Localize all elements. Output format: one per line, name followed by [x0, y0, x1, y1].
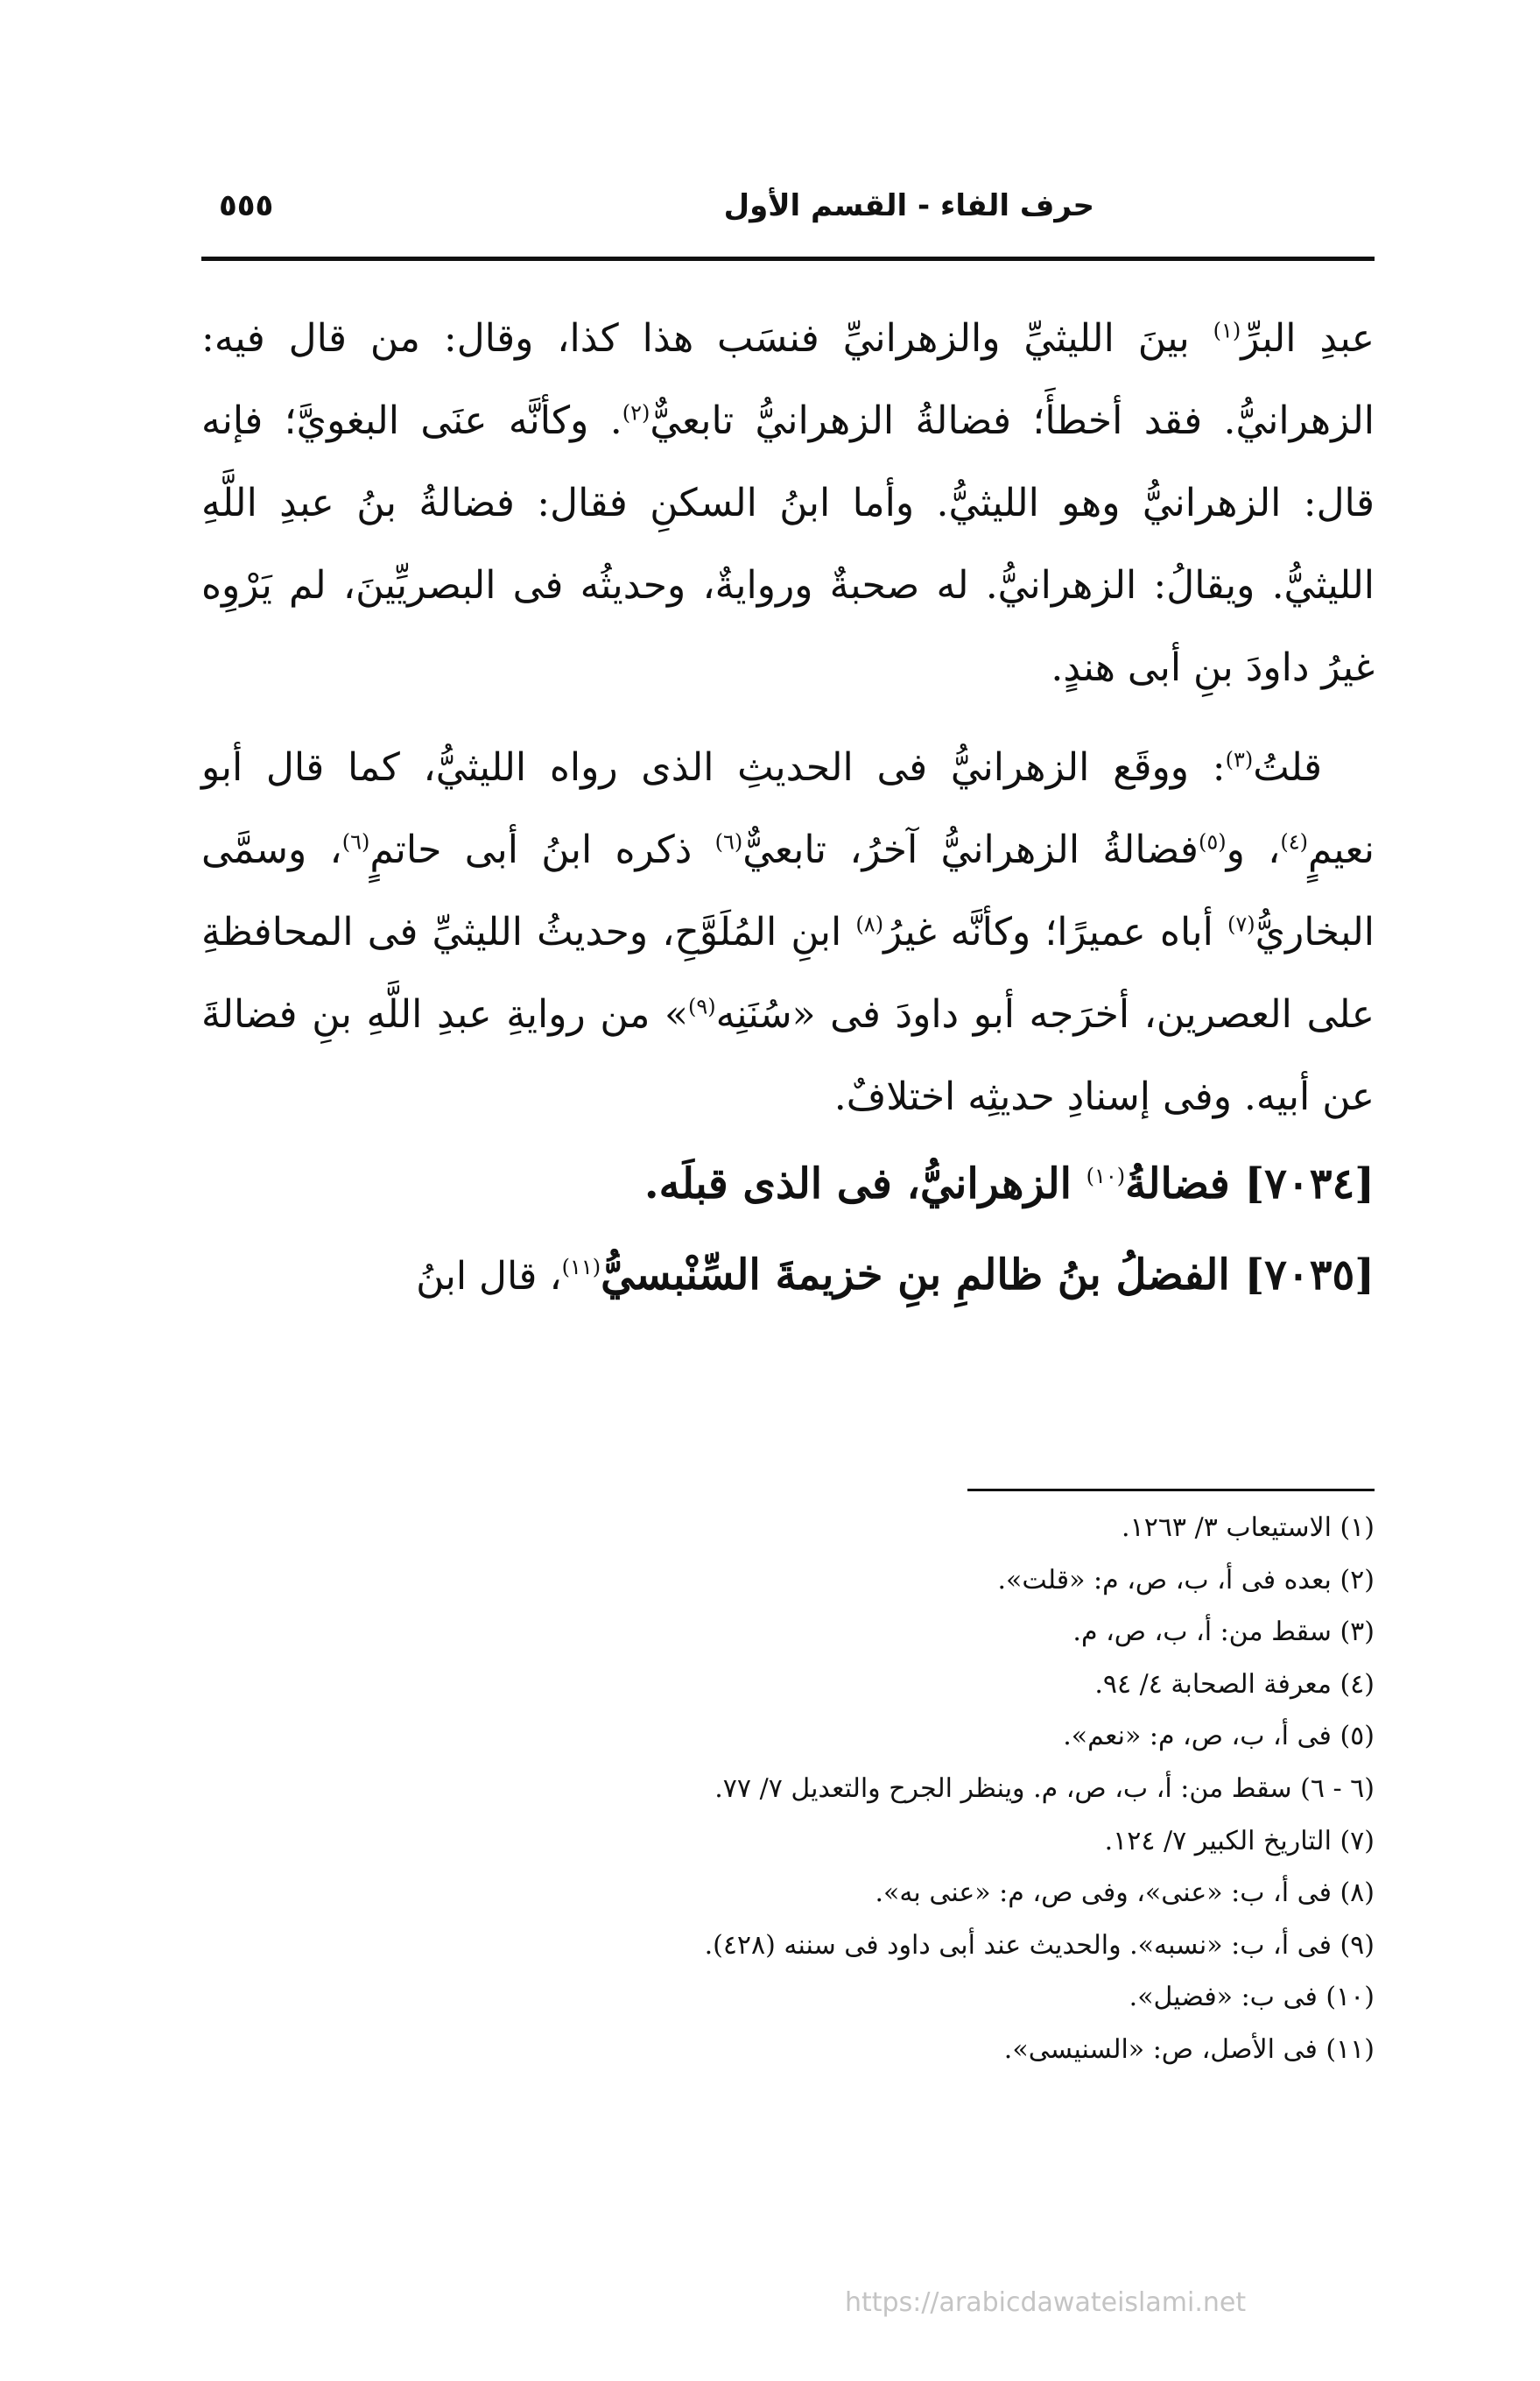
entry-name: الفضلُ بنُ ظالمِ بنِ خزيمةَ السِّنْبسيُّ	[601, 1250, 1230, 1300]
footnote: (٢) بعده فى أ، ب، ص، م: «قلت».	[997, 1564, 1375, 1596]
header-rule	[201, 257, 1375, 261]
entry-text: الزهرانيُّ، فى الذى قبلَه.	[643, 1159, 1086, 1208]
footnote: (٦ - ٦) سقط من: أ، ب، ص، م. وينظر الجرح والتعديل ٧/ ٧٧.	[714, 1772, 1375, 1804]
entry-text: ، قال ابنُ	[416, 1254, 562, 1299]
running-title: حرف الفاء - القسم الأول	[723, 188, 1094, 223]
watermark-url: https://arabicdawateislami.net	[845, 2287, 1247, 2318]
footnote-ref[interactable]: (٥)	[1198, 829, 1227, 855]
text-run: ذكره ابنُ أبى حاتمٍ	[369, 828, 715, 872]
text-run: ، وسمَّى البخاريُّ	[201, 828, 1375, 955]
footnote: (١١) فى الأصل، ص: «السنيسى».	[1003, 2033, 1375, 2065]
text-run: ، و	[1226, 828, 1281, 872]
footnote-ref[interactable]: (٧)	[1227, 912, 1255, 937]
footnote: (٨) فى أ، ب: «عنى»، وفى ص، م: «عنى به».	[875, 1877, 1375, 1909]
text-run: قلتُ	[1253, 745, 1323, 790]
footnotes-list	[201, 1502, 1375, 2076]
footnote: (١٠) فى ب: «فضيل».	[1129, 1982, 1375, 2013]
footnote: (٧) التاريخ الكبير ٧/ ١٢٤.	[1104, 1825, 1375, 1856]
footnote: (٩) فى أ، ب: «نسبه». والحديث عند أبى داود فى سننه (٤٢٨).	[704, 1929, 1375, 1961]
text-run: أباه عميرًا؛ وكأنَّه غيرُ	[883, 910, 1227, 955]
text-run: ابنِ المُلَوَّحِ، وحديثُ الليثيِّ فى المحافظةِ على العصرين، أخرَجه أبو داودَ فى «سُنَنِه	[201, 910, 1375, 1037]
footnote: (٣) سقط من: أ، ب، ص، م.	[1072, 1617, 1375, 1648]
footnote-ref[interactable]: (٢)	[622, 400, 650, 426]
footnote-ref[interactable]: (٦)	[714, 829, 743, 855]
entry-number: [٧٠٣٥]	[1244, 1250, 1375, 1300]
footnote-ref[interactable]: (٤)	[1280, 829, 1308, 855]
footnote-ref[interactable]: (١٠)	[1086, 1164, 1126, 1188]
text-run: فضالةُ الزهرانيُّ آخرُ، تابعيٌّ	[742, 828, 1199, 872]
paragraph	[201, 298, 1375, 709]
text-run: : ووقَع الزهرانيُّ فى الحديثِ الذى رواه الليثيُّ، كما قال أبو نعيمٍ	[201, 745, 1375, 872]
footnote-ref[interactable]: (١١)	[561, 1255, 601, 1279]
footnote-ref[interactable]: (٨)	[855, 912, 884, 937]
running-header	[201, 188, 1375, 241]
footnote: (١) الاستيعاب ٣/ ١٢٦٣.	[1122, 1512, 1375, 1543]
paragraph	[201, 727, 1375, 1138]
footnote: (٤) معرفة الصحابة ٤/ ٩٤.	[1094, 1668, 1375, 1700]
footnote-rule	[967, 1489, 1375, 1491]
entry-number: [٧٠٣٤]	[1244, 1159, 1375, 1208]
page-number: ٥٥٥	[219, 188, 274, 223]
entry-heading	[201, 1138, 1375, 1229]
entry-name: فضالةُ	[1125, 1159, 1230, 1208]
footnote-ref[interactable]: (٦)	[341, 829, 370, 855]
text-run: . وكأنَّه عنَى البغويَّ؛ فإنه قال: الزهرانيُّ وهو الليثيُّ. وأما ابنُ السكنِ فقال: فضالةُ بنُ عبدِ اللَّهِ الليثيُّ. ويقالُ: الزهرانيُّ. له صحبةٌ وروايةٌ، وحديثُه فى البصريِّينَ، لم يَرْوِه غيرُ داودَ بنِ أبى هندٍ.	[201, 398, 1375, 690]
footnote: (٥) فى أ، ب، ص، م: «نعم».	[1063, 1721, 1375, 1752]
text-run: بينَ الليثيِّ والزهرانيِّ فنسَب هذا كذا، وقال: من قال فيه: الزهرانيُّ. فقد أخطأَ؛ فضالةُ الزهرانيُّ تابعيٌّ	[201, 316, 1375, 443]
footnote-ref[interactable]: (٣)	[1225, 747, 1254, 772]
main-text	[201, 298, 1375, 1322]
footnote-ref[interactable]: (١)	[1213, 318, 1241, 343]
text-run: » من روايةِ عبدِ اللَّهِ بنِ فضالةَ عن أبيه. وفى إسنادِ حديثِه اختلافٌ.	[201, 992, 1375, 1119]
footnote-ref[interactable]: (٩)	[687, 994, 716, 1019]
entry-heading	[201, 1229, 1375, 1322]
text-run: عبدِ البرِّ	[1241, 316, 1375, 361]
